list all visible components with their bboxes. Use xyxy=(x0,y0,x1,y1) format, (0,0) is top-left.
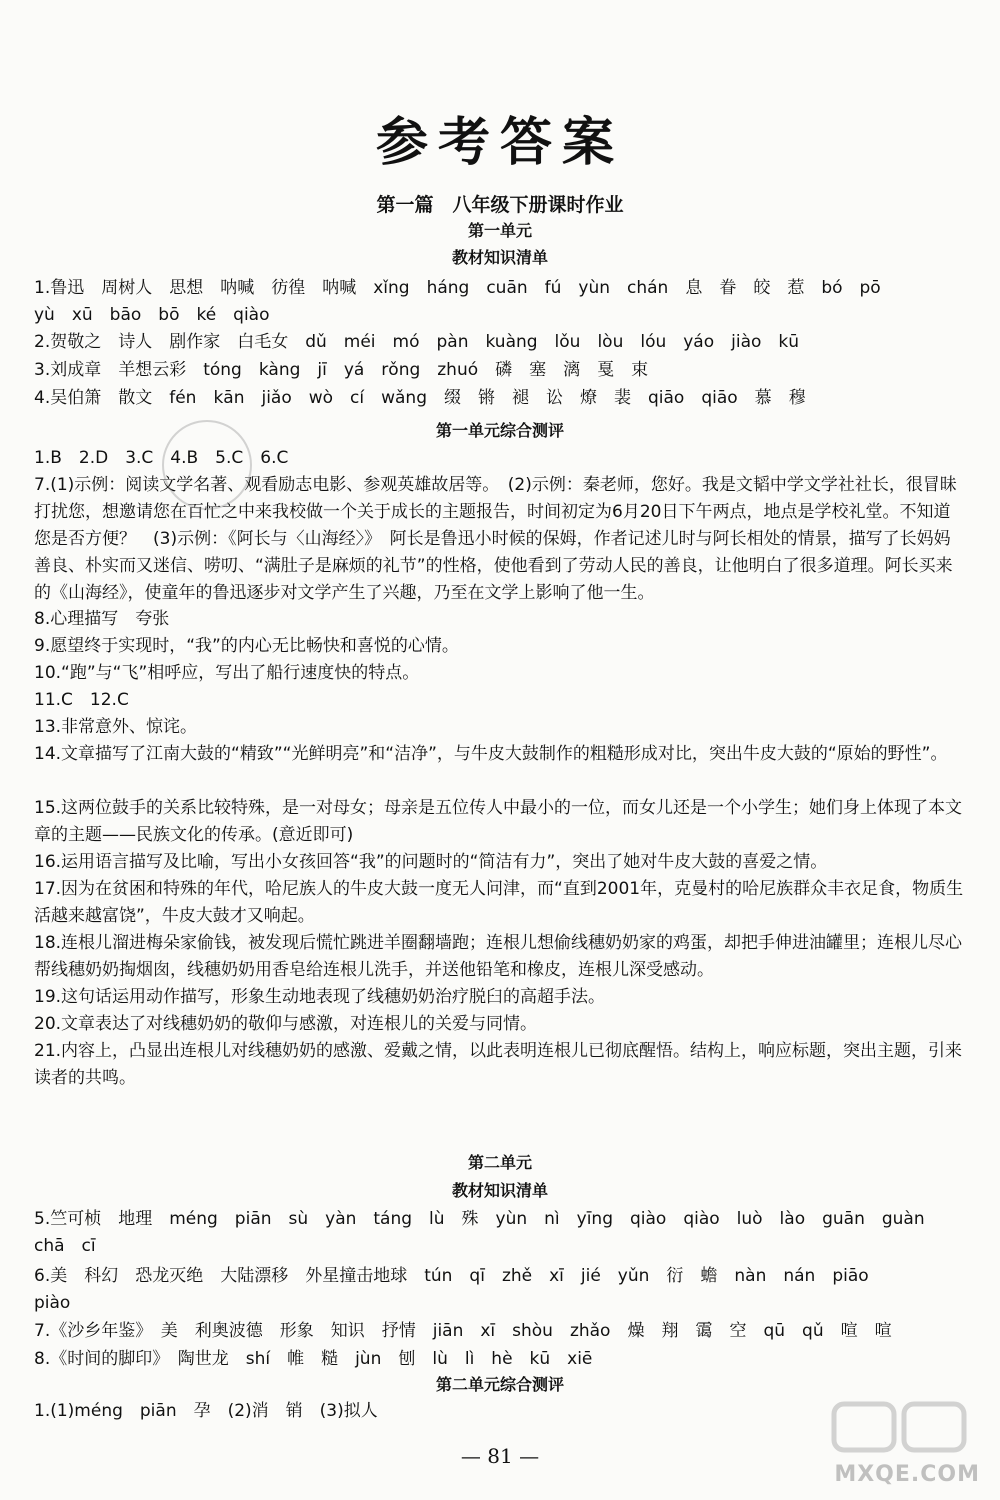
unit1-line: 3.刘成章 羊想云彩 tóng kàng jī yá rǒng zhuó 磷 塞 漓 戛 束 xyxy=(34,360,649,380)
unit2-title: 第二单元 xyxy=(467,1153,532,1172)
watermark-text: MXQE.COM xyxy=(834,1462,980,1487)
test-answer: 1.B 2.D 3.C 4.B 5.C 6.C xyxy=(34,448,289,468)
unit1-test-title: 第一单元综合测评 xyxy=(435,421,564,440)
page-title: 参考答案 xyxy=(375,112,624,173)
test-answer: 16.运用语言描写及比喻，写出小女孩回答“我”的问题时的“简洁有力”，突出了她对牛皮大鼓的喜爱之情。 xyxy=(34,852,828,872)
test-answer: 20.文章表达了对线穗奶奶的敬仰与感激，对连根儿的关爱与同情。 xyxy=(34,1014,538,1034)
unit2-line: 8.《时间的脚印》 陶世龙 shí 帷 糙 jùn 刨 lù lì hè kū xiē xyxy=(34,1349,593,1369)
test-answer: 18.连根儿溜进梅朵家偷钱，被发现后慌忙跳进羊圈翻墙跑；连根儿想偷线穗奶奶家的鸡蛋，却把手伸进油罐里；连根儿尽心帮线穗奶奶掏烟囱，线穗奶奶用香皂给连根儿洗手，并送他铅笔和橡皮，连根儿深受感动。 xyxy=(34,933,963,980)
page-number: — 81 — xyxy=(460,1444,540,1468)
part-title: 第一篇 八年级下册课时作业 xyxy=(376,194,624,216)
test-answer: 13.非常意外、惊诧。 xyxy=(34,717,198,737)
test-answer: 19.这句话运用动作描写，形象生动地表现了线穗奶奶治疗脱臼的高超手法。 xyxy=(34,987,606,1007)
unit2-list-title: 教材知识清单 xyxy=(451,1181,548,1200)
unit1-line: 4.吴伯箫 散文 fén kān jiǎo wò cí wǎng 缀 锵 褪 讼 燎 裴 qiāo qiāo 慕 穆 xyxy=(34,388,806,408)
test-answer: 7.(1)示例：阅读文学名著、观看励志电影、参观英雄故居等。 (2)示例：秦老师，您好。我是文韬中学文学社社长，很冒昧打扰您，想邀请您在百忙之中来我校做一个关于成长的主题报告，时间初定为6月20日下午两点，地点是学校礼堂。不知道您是否方便？ (3)示例：《阿长与〈山海经〉》 阿长是鲁迅小时候的保姆，作者记述儿时与阿长相处的情景，描写了长妈妈善良、朴实而又迷信、唠叨、“满肚子是麻烦的礼节”的性格，使他看到了劳动人民的善良，让他明白了很多道理。阿长买来的《山海经》，使童年的鲁迅逐步对文学产生了兴趣，乃至在文学上影响了他一生。 xyxy=(34,475,957,603)
unit1-title: 第一单元 xyxy=(467,221,532,240)
test-answer: 9.愿望终于实现时，“我”的内心无比畅快和喜悦的心情。 xyxy=(34,636,459,656)
test-answer: 21.内容上，凸显出连根儿对线穗奶奶的感激、爱戴之情，以此表明连根儿已彻底醒悟。结构上，响应标题，突出主题，引来读者的共鸣。 xyxy=(34,1041,963,1088)
unit1-line: yù xū bāo bō ké qiào xyxy=(34,305,270,325)
test-answer: 11.C 12.C xyxy=(34,690,129,710)
test-answer: 15.这两位鼓手的关系比较特殊，是一对母女；母亲是五位传人中最小的一位，而女儿还是一个小学生；她们身上体现了本文章的主题——民族文化的传承。(意近即可) xyxy=(34,798,963,845)
test-answer: 14.文章描写了江南大鼓的“精致”“光鲜明亮”和“洁净”，与牛皮大鼓制作的粗糙形成对比，突出牛皮大鼓的“原始的野性”。 xyxy=(34,744,948,764)
unit1-line: 2.贺敬之 诗人 剧作家 白毛女 dǔ méi mó pàn kuàng lǒu lòu lóu yáo jiào kū xyxy=(34,332,800,352)
unit2-line: 7.《沙乡年鉴》 美 利奥波德 形象 知识 抒情 jiān xī shòu zhǎo 燥 翔 霭 空 qū qǔ 喧 喧 xyxy=(34,1321,892,1341)
unit2-line: 6.美 科幻 恐龙灭绝 大陆漂移 外星撞击地球 tún qī zhě xī jié yǔn 衍 蟾 nàn nán piāo xyxy=(34,1266,869,1286)
unit2-line: piào xyxy=(34,1293,71,1313)
test-answer: 10.“跑”与“飞”相呼应，写出了船行速度快的特点。 xyxy=(34,663,420,683)
test-answer: 17.因为在贫困和特殊的年代，哈尼族人的牛皮大鼓一度无人问津，而“直到2001年，克曼村的哈尼族群众丰衣足食，物质生活越来越富饶”，牛皮大鼓才又响起。 xyxy=(34,879,964,926)
unit2-line: 5.竺可桢 地理 méng piān sù yàn táng lù 殊 yùn nì yīng qiào qiào luò lào guān guàn xyxy=(34,1209,925,1229)
test-answer: 8.心理描写 夸张 xyxy=(34,609,170,629)
unit1-list-title: 教材知识清单 xyxy=(451,248,548,267)
unit2-line: chā cī xyxy=(34,1236,96,1256)
unit2-test-title: 第二单元综合测评 xyxy=(435,1375,564,1394)
test-answer: 1.(1)méng piān 孕 (2)消 销 (3)拟人 xyxy=(34,1401,378,1421)
stamp-mark xyxy=(162,420,252,510)
unit1-line: 1.鲁迅 周树人 思想 呐喊 彷徨 呐喊 xǐng háng cuān fú yùn chán 息 眷 皎 惹 bó pō xyxy=(34,278,881,298)
